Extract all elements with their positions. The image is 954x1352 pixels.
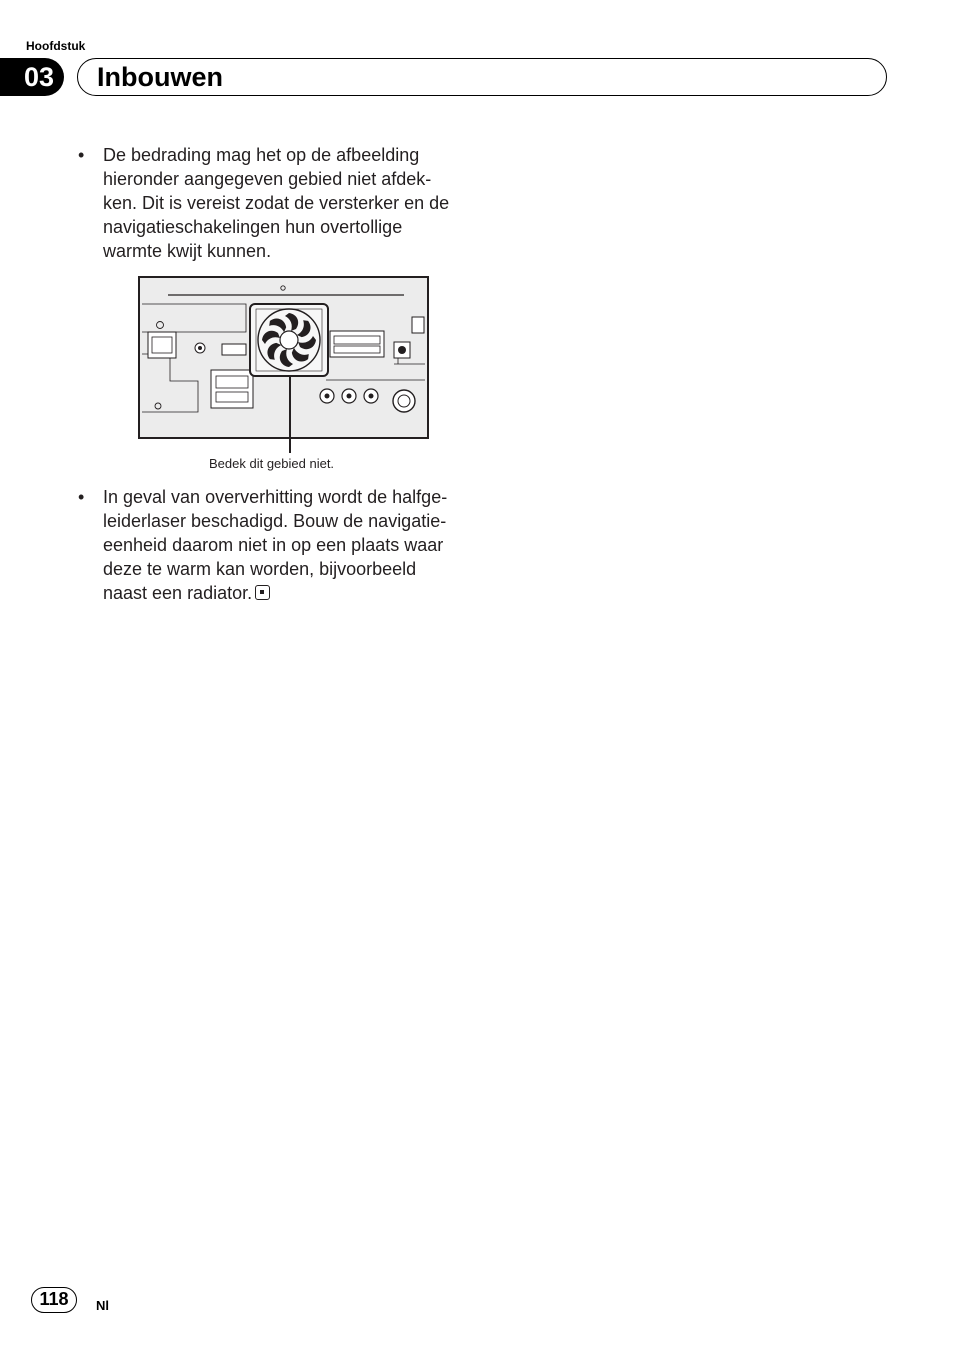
chapter-title: Inbouwen (97, 62, 223, 92)
page-number: 118 (31, 1287, 77, 1313)
bullet-text: De bedrading mag het op de afbeelding hieronder aangegeven gebied niet afdek- ken. Dit is vereist zodat de versterker en de navigatieschakelingen hun overtollige warmte kwijt kunnen. (103, 145, 450, 261)
language-code: Nl (96, 1298, 109, 1313)
bullet-marker: • (78, 487, 85, 507)
bullet-text: In geval van oververhitting wordt de halfge- leiderlaser beschadigd. Bouw de navigatie- eenheid daarom niet in op een plaats waar deze te warm kan worden, bijvoorbeeld naast een radiator. (103, 487, 448, 603)
antenna-jack (393, 390, 415, 412)
connector-small-strip (222, 344, 246, 355)
unit-rear-panel-illustration (138, 276, 429, 439)
chapter-number-badge: 03 (0, 58, 64, 96)
bullet-item-heat (78, 143, 468, 263)
rca-jack-1 (320, 389, 334, 403)
bullet-item-overheating (78, 485, 468, 605)
figure-caption: Bedek dit gebied niet. (209, 456, 335, 471)
stop-square-icon (255, 585, 270, 600)
figure-leader-line (289, 377, 291, 453)
rca-jack-3 (364, 389, 378, 403)
rca-jack-2 (342, 389, 356, 403)
bullet-marker: • (78, 145, 85, 165)
chapter-label: Hoofdstuk (26, 39, 86, 53)
cooling-fan-icon (258, 309, 320, 371)
connector-right-edge (412, 317, 424, 333)
